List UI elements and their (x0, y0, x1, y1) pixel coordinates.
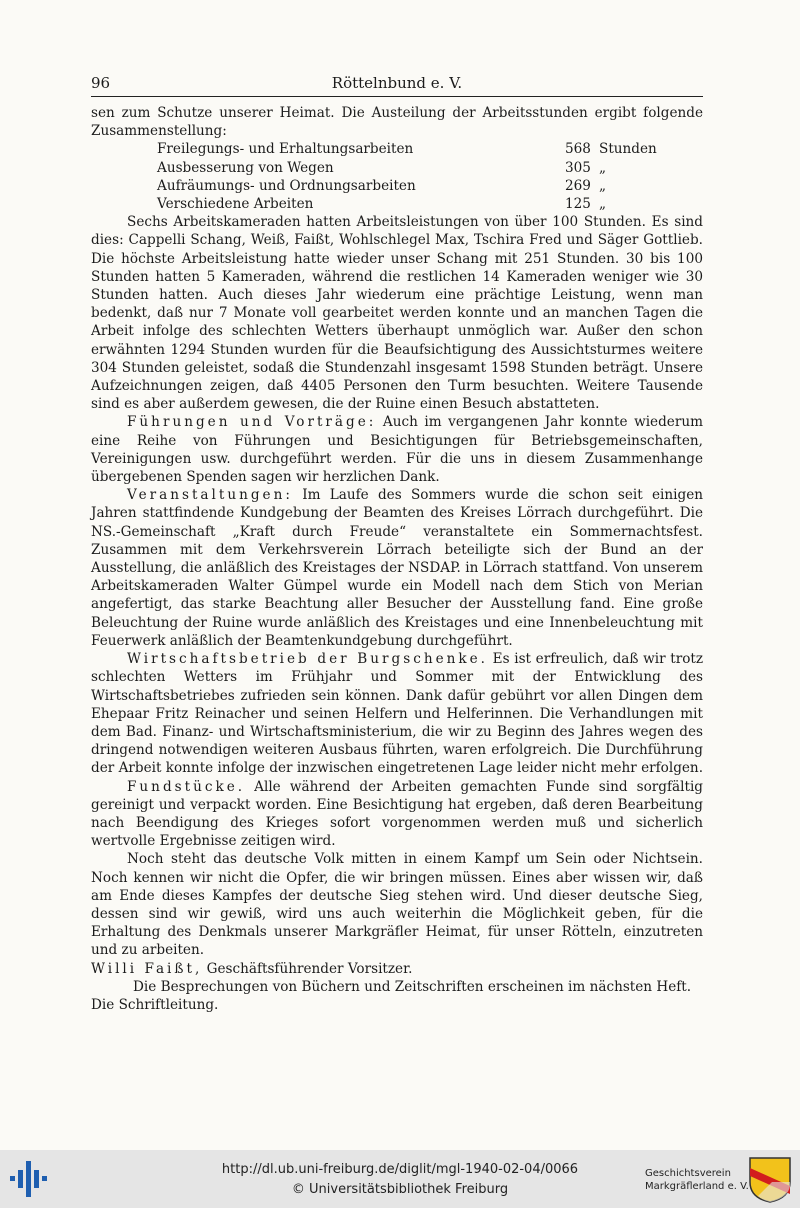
page-number: 96 (91, 74, 111, 92)
table-row (157, 159, 657, 177)
signature-role: Geschäftsführender Vorsitzer. (206, 960, 413, 977)
paragraph-tavern (91, 650, 703, 777)
running-title: Röttelnbund e. V. (331, 74, 463, 92)
section-heading-tavern: Wirtschaftsbetrieb der Burgschenke. (127, 651, 489, 668)
paragraph-text: Auch im vergangenen Jahr konnte wiederum eine Reihe von Führungen und Besichtigungen für Betriebsgemeinschaften, Vereinigungen usw. durchgeführt werden. Für die uns in diesem Zusammenhange übergebenen Spenden sagen wir herzlichen Dank. (91, 414, 703, 486)
work-hours: 305 (565, 159, 591, 176)
table-row (157, 177, 657, 195)
work-hours: 125 (565, 196, 591, 213)
work-unit: „ (599, 177, 607, 194)
paragraph-work-results: Sechs Arbeitskameraden hatten Arbeitsleistungen von über 100 Stunden. Es sind dies: Cappelli Schang, Weiß, Faißt, Wohlschlegel Max, Tschira Fred und Säger Gottlieb. Die höchste Arbeitsleistung hatte wieder unser Schang mit 251 Stunden. 30 bis 100 Stunden hatten 5 Kameraden, während die restlichen 14 Kameraden weniger wie 30 Stunden hatten. Auch dieses Jahr wiederum eine prächtige Leistung, wenn man bedenkt, daß nur 7 Monate voll gearbeitet werden konnte und an manchen Tagen die Arbeit infolge des schlechten Wetters überhaupt unmöglich war. Außer den schon erwähnten 1294 Stunden wurden für die Beaufsichtigung des Aussichtsturmes weitere 304 Stunden geleistet, sodaß die Stundenzahl insgesamt 1598 Stunden beträgt. Unsere Aufzeichnungen zeigen, daß 4405 Personen den Turm besuchten. Weitere Tausende sind es aber außerdem gewesen, die der Ruine einen Besuch abstatteten. (91, 214, 703, 413)
document-url-link[interactable]: http://dl.ub.uni-freiburg.de/diglit/mgl-1940-02-04/0066 (221, 1162, 579, 1177)
work-unit: „ (599, 159, 607, 176)
page-header (91, 74, 703, 96)
copyright-notice: © Universitätsbibliothek Freiburg (291, 1182, 509, 1197)
paragraph-finds (91, 778, 703, 851)
work-label: Aufräumungs- und Ordnungsarbeiten (157, 177, 416, 194)
review-notice: Die Besprechungen von Büchern und Zeitschriften erscheinen im nächsten Heft. (133, 978, 692, 995)
paragraph-text: Es ist erfreulich, daß wir trotz schlechten Wetters im Frühjahr und Sommer mit der Entwicklung des Wirtschaftsbetriebes zufrieden sein können. Dank dafür gebührt vor allen Dingen dem Ehepaar Fritz Reinacher und seinen Helfern und Helferinnen. Die Verhandlungen mit dem Bad. Finanz- und Wirtschaftsministerium, die wir zu Beginn des Jahres wegen des dringend notwendigen weiteren Ausbaus führten, waren erfolgreich. Die Durchführung der Arbeit konnte infolge der inzwischen eingetretenen Lage leider nicht mehr erfolgen. (91, 651, 704, 777)
section-heading-finds: Fundstücke. (127, 778, 246, 795)
paragraph-tours (91, 413, 703, 486)
society-name-line1: Geschichtsverein (645, 1168, 731, 1179)
paragraph-text: Alle während der Arbeiten gemachten Funde sind sorgfältig gereinigt und verpackt worden. Eine Besichtigung hat ergeben, daß deren Bearbeitung nach Beendigung des Krieges sofort vorgenommen werden muß und sicherlich wertvolle Ergebnisse zeitigen wird. (91, 778, 703, 850)
editor-signature: Die Schriftleitung. (91, 996, 219, 1013)
section-heading-tours: Führungen und Vorträge: (127, 414, 377, 431)
table-row (157, 140, 657, 158)
paragraph-events (91, 486, 703, 650)
signature (91, 960, 703, 978)
table-row (157, 195, 657, 213)
intro-paragraph: sen zum Schutze unserer Heimat. Die Austeilung der Arbeitsstunden ergibt folgende Zusammenstellung: (91, 105, 703, 140)
paragraph-closing: Noch steht das deutsche Volk mitten in einem Kampf um Sein oder Nichtsein. Noch kennen wir nicht die Opfer, die wir bringen müssen. Eines aber wissen wir, daß am Ende dieses Kampfes der deutsche Sieg stehen wird. Und dieser deutsche Sieg, dessen sind wir gewiß, wird uns auch weiterhin die Möglichkeit geben, für die Erhaltung des Denkmals unserer Markgräfler Heimat, für unser Rötteln, einzutreten und zu arbeiten. (91, 851, 703, 959)
viewer-footer (0, 1150, 800, 1208)
work-label: Ausbesserung von Wegen (157, 159, 334, 176)
paragraph-text: Im Laufe des Sommers wurde die schon seit einigen Jahren stattfindende Kundgebung der Beamten des Kreises Lörrach durchgeführt. Die NS.-Gemeinschaft „Kraft durch Freude“ veranstaltete ein Sommernachtsfest. Zusammen mit dem Verkehrsverein Lörrach beteiligte sich der Bund an der Ausstellung, die anläßlich des Kreistages der NSDAP. in Lörrach stattfand. Von unserem Arbeitskameraden Walter Gümpel wurde ein Modell nach dem Stich von Merian angefertigt, das starke Beachtung aller Besucher der Ausstellung fand. Eine große Beleuchtung der Ruine wurde anläßlich des Kreistages und eine Innenbeleuchtung mit Feuerwerk anläßlich der Beamtenkundgebung durchgeführt. (91, 487, 703, 649)
work-hours-table (157, 140, 657, 213)
work-hours: 269 (565, 177, 591, 194)
coat-of-arms-icon (748, 1156, 792, 1204)
signature-name: Willi Faißt, (91, 960, 203, 977)
work-label: Verschiedene Arbeiten (157, 196, 314, 213)
work-hours: 568 (565, 141, 591, 158)
society-name-line2: Markgräflerland e. V. (645, 1181, 749, 1192)
work-label: Freilegungs- und Erhaltungsarbeiten (157, 141, 414, 158)
header-rule (91, 96, 703, 97)
section-heading-events: Veranstaltungen: (127, 487, 293, 504)
society-name (645, 1167, 749, 1193)
work-unit: Stunden (599, 141, 657, 158)
article-body (91, 104, 703, 1014)
work-unit: „ (599, 196, 607, 213)
